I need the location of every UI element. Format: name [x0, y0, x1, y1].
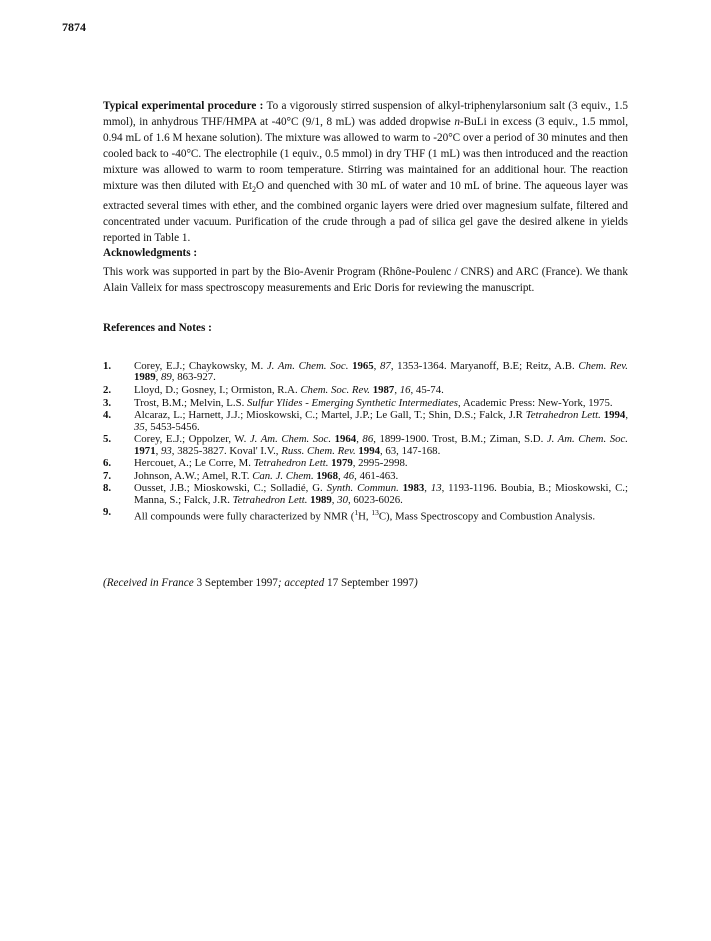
- ref-year: 1989: [134, 371, 156, 384]
- ref-text: , 461-463.: [354, 469, 399, 482]
- ref-volume: 13: [430, 482, 442, 495]
- reference-number: 3.: [103, 396, 112, 409]
- reference-number: 2.: [103, 384, 112, 396]
- ref-journal: Russ. Chem. Rev.: [281, 444, 356, 457]
- reference-number: 1.: [103, 360, 112, 372]
- procedure-text-1: To a vigorously stirred suspension of alkyl-triphenylarsonium salt (3 equiv., 1.5 mmol), in anhydrous THF/HMPA at -40°C (9/1, 8 mL) was added dropwise: [103, 100, 628, 128]
- reference-item: [103, 434, 628, 457]
- ref-text: , Academic Press: New-York, 1975.: [458, 396, 613, 409]
- ref-text: ,: [337, 469, 344, 482]
- ref-journal: J. Am. Chem. Soc.: [266, 360, 349, 372]
- received-date: 3 September 1997: [196, 577, 278, 589]
- acknowledgments-heading: Acknowledgments :: [103, 247, 198, 259]
- ref-text: ,: [373, 360, 381, 372]
- reference-item: [103, 361, 628, 384]
- ref-text: , 2995-2998.: [352, 457, 408, 470]
- ref-journal: Tetrahedron Lett.: [253, 457, 329, 470]
- ref-year: 1983: [402, 482, 425, 495]
- references-list: [103, 361, 628, 525]
- ref-text: ,: [155, 444, 161, 457]
- ref-text: , 5453-5456.: [144, 420, 200, 433]
- references-heading: References and Notes :: [103, 322, 212, 334]
- ref-year: 1964: [334, 433, 357, 446]
- ref-superscript: 1: [354, 508, 359, 518]
- reference-number: 6.: [103, 457, 112, 470]
- ref-year: 1971: [134, 444, 156, 457]
- ref-text: , 1353-1364. Maryanoff, B.E; Reitz, A.B.: [390, 360, 579, 372]
- procedure-subscript: 2: [252, 185, 257, 195]
- reference-item: [103, 398, 628, 409]
- ref-text: ,: [155, 371, 161, 384]
- ref-text: , 6023-6026.: [347, 493, 403, 506]
- ref-text: , 863-927.: [171, 371, 216, 384]
- closing-paren: ): [413, 577, 418, 589]
- experimental-procedure: [103, 98, 628, 246]
- ref-journal: Synth. Commun.: [326, 482, 399, 495]
- ref-text: ,: [331, 493, 338, 506]
- ref-journal: Chem. Rev.: [578, 360, 628, 372]
- acknowledgments-text: This work was supported in part by the Bio-Avenir Program (Rhône-Poulenc / CNRS) and ARC (France). We thank Alain Valleix for mass spectroscopy measurements and Eric Doris for reviewing the manuscript.: [103, 266, 628, 294]
- ref-year: 1994: [358, 444, 380, 457]
- ref-text: ,: [424, 482, 431, 495]
- ref-text: , 1193-1196. Boubia, B.; Mioskowski, C.; Manna, S.; Falck, J.R.: [134, 482, 628, 506]
- ref-volume: 35: [134, 420, 145, 433]
- procedure-text-2: -BuLi in excess (3 equiv., 1.5 mmol, 0.94 mL of 1.6 M hexane solution). The mixture was allowed to warm to -20°C over a period of 30 minutes and then cooled back to -40°C. The electrophile (1 equiv., 0.5 mmol) in dry THF (1 mL) was then introduced and the reaction mixture was allowed to warm to room temperature. Stirring was maintained for an additional hour. The reaction mixture was then diluted with Et: [103, 116, 628, 192]
- ref-text: , 45-74.: [410, 384, 444, 396]
- ref-text: Lloyd, D.; Gosney, I.; Ormiston, R.A.: [134, 384, 301, 396]
- reference-item: [103, 471, 628, 482]
- ref-text: Trost, B.M.; Melvin, L.S.: [134, 396, 247, 409]
- ref-year: 1979: [331, 457, 353, 470]
- ref-text: Corey, E.J.; Oppolzer, W.: [134, 433, 250, 446]
- received-label: (Received in France: [103, 577, 197, 589]
- ref-text: ,: [394, 384, 400, 396]
- ref-book-title: Sulfur Ylides - Emerging Synthetic Intermediates: [247, 396, 459, 409]
- ref-year: 1965: [352, 360, 374, 372]
- ref-volume: 46: [343, 469, 355, 482]
- ref-text: , 3825-3827. Koval' I.V.,: [171, 444, 282, 457]
- ref-volume: 87: [380, 360, 391, 372]
- reference-number: 5.: [103, 433, 112, 446]
- procedure-text-3: O and quenched with 30 mL of water and 10 mL of brine. The aqueous layer was extracted several times with ether, and the combined organic layers were dried over magnesium sulfate, filtered and concentrated under vacuum. Purification of the crude through a pad of silica gel gave the desired alkene in yields reported in Table 1.: [103, 180, 628, 245]
- ref-journal: J. Am. Chem. Soc.: [249, 433, 332, 446]
- page-number: 7874: [62, 20, 86, 34]
- ref-journal: Chem. Soc. Rev.: [300, 384, 371, 396]
- reference-number: 7.: [103, 469, 112, 482]
- ref-volume: 89: [161, 371, 172, 384]
- ref-text: Hercouet, A.; Le Corre, M.: [134, 457, 254, 470]
- procedure-heading: Typical experimental procedure :: [103, 100, 264, 112]
- ref-text: All compounds were fully characterized by NMR (: [134, 510, 355, 523]
- procedure-text-italic: n: [454, 116, 460, 128]
- ref-journal: Tetrahedron Lett.: [525, 409, 601, 422]
- ref-text: Johnson, A.W.; Amel, R.T.: [134, 469, 253, 482]
- reference-number: 9.: [103, 506, 112, 519]
- reference-item: [103, 458, 628, 469]
- ref-superscript: 13: [371, 508, 379, 518]
- ref-volume: 86: [362, 433, 374, 446]
- ref-text: Ousset, J.B.; Mioskowski, C.; Solladié, G.: [134, 482, 327, 495]
- ref-volume: 93: [161, 444, 172, 457]
- ref-text: Alcaraz, L.; Harnett, J.J.; Mioskowski, C.; Martel, J.P.; Le Gall, T.; Shin, D.S.; Falck, J.R: [134, 409, 526, 422]
- ref-year: 1968: [316, 469, 338, 482]
- ref-text: , 63, 147-168.: [379, 444, 441, 457]
- ref-text: C), Mass Spectroscopy and Combustion Analysis.: [378, 510, 596, 523]
- ref-text: , 1899-1900. Trost, B.M.; Ziman, S.D.: [373, 433, 547, 446]
- ref-journal: Tetrahedron Lett.: [232, 493, 308, 506]
- ref-text: Corey, E.J.; Chaykowsky, M.: [134, 360, 267, 372]
- reference-number: 4.: [103, 409, 112, 422]
- ref-journal: J. Am. Chem. Soc.: [546, 433, 628, 446]
- accepted-label: ; accepted: [277, 577, 327, 589]
- reference-number: 8.: [103, 482, 112, 495]
- ref-journal: Can. J. Chem.: [252, 469, 314, 482]
- ref-year: 1987: [372, 384, 395, 396]
- ref-volume: 30: [337, 493, 348, 506]
- ref-year: 1989: [310, 493, 332, 506]
- reference-item: [103, 385, 628, 396]
- ref-text: H,: [358, 510, 372, 523]
- ref-year: 1994: [603, 409, 626, 422]
- reference-item: [103, 483, 628, 506]
- reference-item: [103, 410, 628, 433]
- received-accepted-line: [103, 577, 418, 589]
- ref-text: ,: [356, 433, 363, 446]
- reference-item: [103, 507, 628, 523]
- ref-text: ,: [625, 409, 629, 422]
- accepted-date: 17 September 1997: [326, 577, 414, 589]
- ref-volume: 16: [399, 384, 411, 396]
